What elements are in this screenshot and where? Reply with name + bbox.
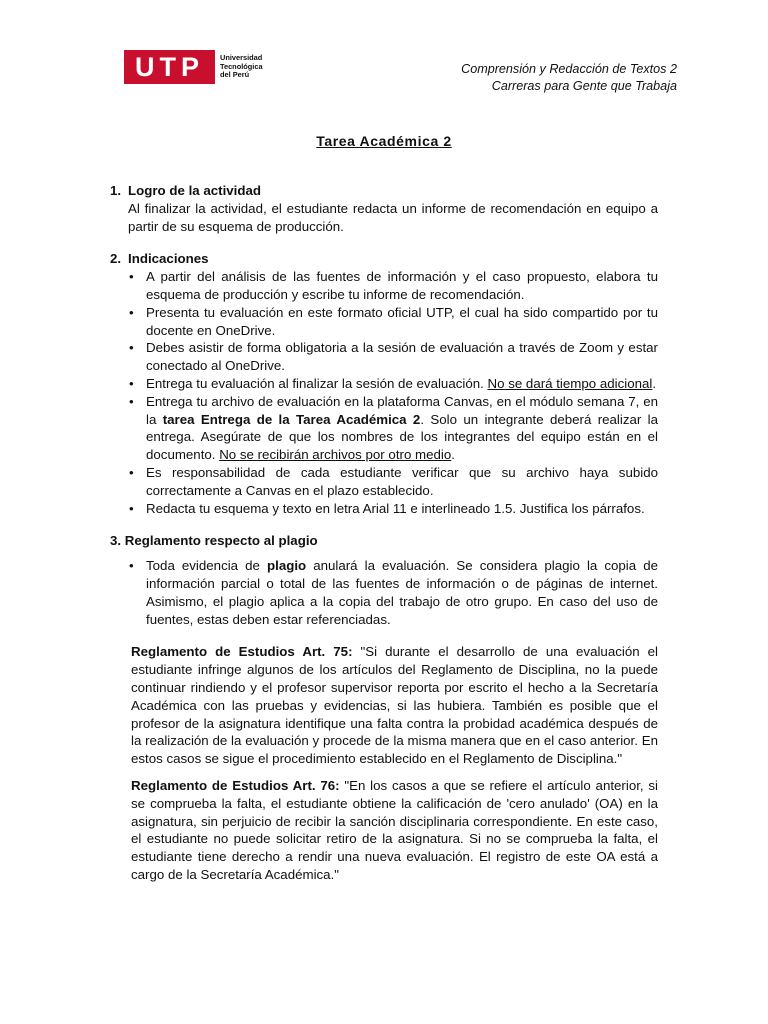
list-item: • Redacta tu esquema y texto en letra Arial 11 e interlineado 1.5. Justifica los párrafos. (129, 500, 645, 516)
logo-mark: UTP (124, 50, 215, 84)
reglamento-art-75: Reglamento de Estudios Art. 75: "Si durante el desarrollo de una evaluación el estudiante infringe algunos de los artículos del Reglamento de Disciplina, no la puede continuar rindiendo y el profesor supervisor reporta por escrito el hecho a la Secretaría Académica con las pruebas y evidencias, si las hubiera. También es posible que el profesor de la asignatura identifique una falta contra la probidad académica después de la realización de la evaluación y procede de la misma manera que en el caso anterior. En estos casos se sigue el procedimiento establecido en el Reglamento de Disciplina." (131, 644, 658, 767)
course-header (461, 61, 677, 95)
reglamento-art-76: Reglamento de Estudios Art. 76: "En los casos a que se refiere el artículo anterior, si se comprueba la falta, el estudiante obtiene la calificación de 'cero anulado' (OA) en la asignatura, sin perjuicio de recibir la sanción disciplinaria correspondiente. En este caso, el estudiante no puede solicitar retiro de la asignatura. Si no se comprueba la falta, el estudiante tiene derecho a rendir una nueva evaluación. El registro de este OA está a cargo de la Secretaría Académica." (131, 777, 658, 882)
list-item: • Debes asistir de forma obligatoria a la sesión de evaluación a través de Zoom y estar conectado al OneDrive. (129, 340, 658, 374)
list-item: • Toda evidencia de plagio anulará la evaluación. Se considera plagio la copia de información parcial o total de las fuentes de información o de páginas de internet. Asimismo, el plagio aplica a la copia del trabajo de otro grupo. En caso del uso de fuentes, estas deben estar referenciadas. (129, 558, 659, 627)
utp-logo (124, 50, 263, 84)
list-item: • A partir del análisis de las fuentes de información y el caso propuesto, elabora tu esquema de producción y escribe tu informe de recomendación. (129, 269, 658, 302)
section-2-heading: 2. Indicaciones (110, 251, 209, 267)
page-title: Tarea Académica 2 (316, 133, 452, 149)
program-name: Carreras para Gente que Trabaja (491, 79, 677, 93)
section-1-heading: 1. Logro de la actividad (110, 183, 261, 198)
section-3-heading: 3. Reglamento respecto al plagio (110, 533, 318, 549)
list-item: • Entrega tu archivo de evaluación en la plataforma Canvas, en el módulo semana 7, en la tarea Entrega de la Tarea Académica 2. Solo un integrante deberá realizar la entrega. Asegúrate de que los nombres de los integrantes del equipo están en el documento. No se recibirán archivos por otro medio. (129, 393, 658, 463)
list-item: • Presenta tu evaluación en este formato oficial UTP, el cual ha sido compartido por tu docente en OneDrive. (129, 304, 658, 338)
indicaciones-list (110, 268, 658, 517)
list-item: • Es responsabilidad de cada estudiante verificar que su archivo haya subido correctamente a Canvas en el plazo establecido. (129, 464, 658, 498)
section-1-text: Al finalizar la actividad, el estudiante redacta un informe de recomendación en equipo a partir de su esquema de producción. (128, 200, 658, 234)
plagio-list (110, 557, 658, 628)
document-body (110, 182, 658, 884)
list-item: • Entrega tu evaluación al finalizar la sesión de evaluación. No se dará tiempo adicional. (129, 375, 657, 391)
course-name: Comprensión y Redacción de Textos 2 (461, 62, 677, 76)
logo-text: Universidad Tecnológica del Perú (220, 53, 263, 80)
